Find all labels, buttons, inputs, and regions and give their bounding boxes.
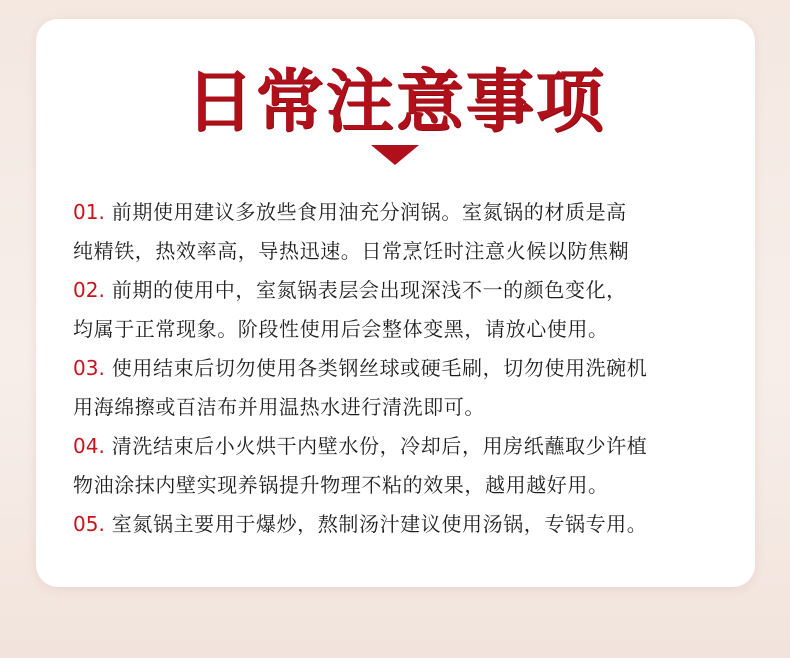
notice-card <box>36 19 755 587</box>
down-arrow-icon <box>371 145 419 165</box>
note-4-text-2: 物油涂抹内壁实现养锅提升物理不粘的效果，越用越好用。 <box>73 473 609 497</box>
note-1-line-2 <box>73 232 733 271</box>
note-3-number: 03. <box>73 356 105 380</box>
note-4-text-1: 清洗结束后小火烘干内壁水份，冷却后，用房纸蘸取少许植 <box>111 434 648 458</box>
note-4-number: 04. <box>73 434 105 458</box>
note-1-text-1: 前期使用建议多放些食用油充分润锅。室氮锅的材质是高 <box>111 200 627 224</box>
note-2-text-2: 均属于正常现象。阶段性使用后会整体变黑，请放心使用。 <box>73 317 609 341</box>
note-4-line-1 <box>73 427 733 466</box>
note-2-line-1 <box>73 271 733 310</box>
note-5-line-1 <box>73 505 733 544</box>
note-3-text-1: 使用结束后切勿使用各类钢丝球或硬毛刷，切勿使用洗碗机 <box>111 356 648 380</box>
note-2-line-2 <box>73 310 733 349</box>
note-2-text-1: 前期的使用中，室氮锅表层会出现深浅不一的颜色变化， <box>111 278 627 302</box>
note-2-number: 02. <box>73 278 105 302</box>
note-1-line-1 <box>73 193 733 232</box>
note-5-number: 05. <box>73 512 105 536</box>
note-1-number: 01. <box>73 200 105 224</box>
note-3-line-2 <box>73 388 733 427</box>
note-4-line-2 <box>73 466 733 505</box>
note-3-line-1 <box>73 349 733 388</box>
notes-list <box>73 193 733 544</box>
note-3-text-2: 用海绵擦或百洁布并用温热水进行清洗即可。 <box>73 395 485 419</box>
note-1-text-2: 纯精铁，热效率高，导热迅速。日常烹饪时注意火候以防焦糊 <box>73 239 630 263</box>
note-5-text-1: 室氮锅主要用于爆炒，熬制汤汁建议使用汤锅，专锅专用。 <box>111 512 648 536</box>
page-title: 日常注意事项 <box>185 63 606 142</box>
